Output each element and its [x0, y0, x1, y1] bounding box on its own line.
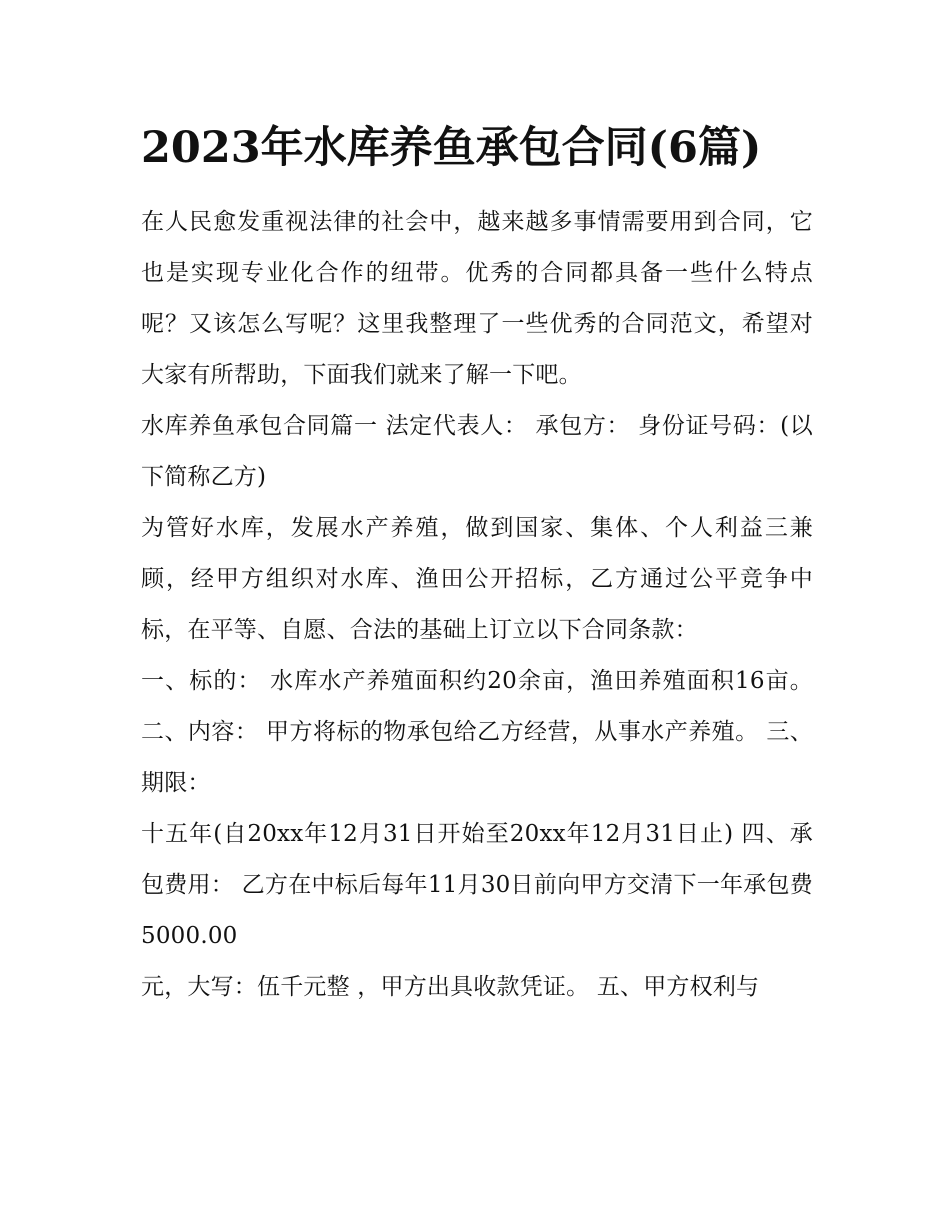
- contract-payment-paragraph: 元，大写：伍千元整 ，甲方出具收款凭证。 五、甲方权利与: [141, 974, 760, 1000]
- intro-paragraph: 在人民愈发重视法律的社会中，越来越多事情需要用到合同，它也是实现专业化合作的纽带。优秀的合同都具备一些什么特点呢？又该怎么写呢？这里我整理了一些优秀的合同范文，希望对大家有所帮助，下面我们就来了解一下吧。: [141, 209, 813, 388]
- contract-subject-paragraph: 一、标的： 水库水产养殖面积约20余亩，渔田养殖面积16亩。 二、内容： 甲方将标的物承包给乙方经营，从事水产养殖。 三、期限：: [141, 668, 813, 796]
- document-body: [141, 118, 813, 1013]
- contract-purpose-paragraph: 为管好水库，发展水产养殖，做到国家、集体、个人利益三兼顾，经甲方组织对水库、渔田公开招标，乙方通过公平竞争中标，在平等、自愿、合法的基础上订立以下合同条款：: [141, 515, 813, 643]
- document-title: 2023年水库养鱼承包合同(6篇): [141, 123, 762, 173]
- contract-term-paragraph: 十五年(自20xx年12月31日开始至20xx年12月31日止) 四、承包费用： 乙方在中标后每年11月30日前向甲方交清下一年承包费5000.00: [141, 821, 813, 949]
- contract-parties-paragraph: 水库养鱼承包合同篇一 法定代表人： 承包方： 身份证号码：(以下简称乙方): [141, 413, 813, 490]
